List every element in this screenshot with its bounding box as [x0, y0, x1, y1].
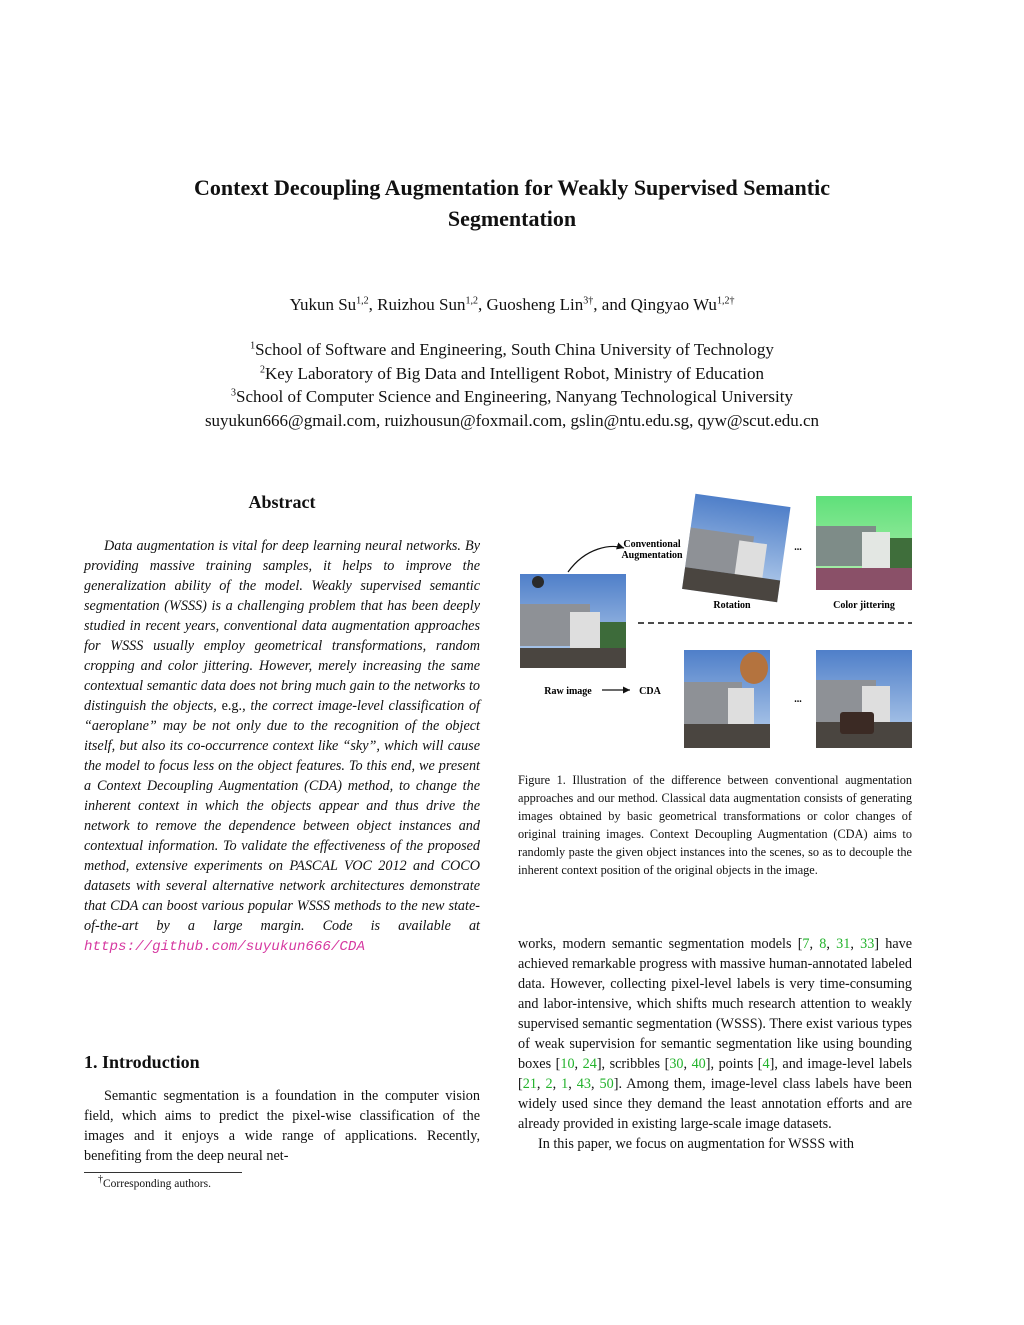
sep: ,	[552, 1076, 562, 1092]
citation-link[interactable]: 8	[819, 936, 827, 952]
body-text: ], and image-level labels [	[518, 1056, 913, 1092]
sep: ,	[809, 936, 820, 952]
author-name: Qingyao Wu	[630, 295, 717, 314]
body-text: works, modern semantic segmentation models [	[518, 936, 803, 952]
affiliation-1	[60, 338, 964, 362]
abstract-heading: Abstract	[248, 492, 316, 512]
affil-text: School of Software and Engineering, South China University of Technology	[255, 340, 774, 359]
code-link[interactable]: https://github.com/suyukun666/CDA	[84, 939, 365, 955]
author-name: Guosheng Lin	[486, 295, 584, 314]
citation-link[interactable]: 33	[860, 936, 875, 952]
color-jitter-image	[816, 496, 912, 590]
author-name: Yukun Su	[289, 295, 357, 314]
citation-link[interactable]: 4	[762, 1056, 770, 1072]
body-text: ], scribbles [	[596, 1056, 670, 1072]
sep: ,	[850, 936, 861, 952]
right-paragraph-2: In this paper, we focus on augmentation for WSSS with	[538, 1136, 854, 1152]
sep: ,	[574, 1056, 583, 1072]
citation-link[interactable]: 21	[522, 1076, 537, 1092]
title-line-2: Segmentation	[447, 206, 577, 231]
abstract-text: Data augmentation is vital for deep learning neural networks. By providing massive training samples, it helps to improve the generalization ability of the model. Weakly supervised semantic segmentation (WSSS) is a challenging problem that has been deeply studied in recent years, conventional data augmentation approaches for WSSS usually employ geometrical transformations, random cropping and color jittering. However, merely increasing the same contextual semantic data does not bring much gain to the networks to distinguish the objects,	[84, 538, 480, 714]
abstract-text: , the correct image-level classification of “aeroplane” may be not only due to the recognition of the object itself, but also its co-occurrence context like “sky”, which will cause the model to focus less on the object features. To this end, we present a Context Decoupling Augmentation (CDA) method, to change the inherent context in which the objects appear and thus drive the network to remove the dependence between object instances and contextual information. To validate the effectiveness of the proposed method, extensive experiments on PASCAL VOC 2012 and COCO datasets with several alternative network architectures demonstrate that CDA can boost various popular WSSS methods to the new state-of-the-art by a large margin. Code is available at	[84, 698, 480, 934]
abstract-eg: e.g.	[221, 698, 243, 714]
label-cda: CDA	[639, 686, 661, 697]
right-paragraph-1	[518, 934, 912, 1134]
affil-sup: 3	[231, 387, 236, 399]
arrow-conventional	[568, 547, 624, 572]
footnote-mark: †	[98, 1174, 103, 1186]
citation-link[interactable]: 10	[560, 1056, 575, 1072]
sep: ,	[826, 936, 837, 952]
label-augmentation: Augmentation	[621, 550, 683, 561]
affiliations	[60, 338, 964, 432]
affil-text: Key Laboratory of Big Data and Intelligent Robot, Ministry of Education	[264, 363, 765, 383]
author-affil-sup: 3†	[583, 295, 594, 307]
raw-image	[520, 574, 626, 668]
footnote-text: Corresponding authors.	[103, 1178, 211, 1190]
cda-image-2	[816, 650, 912, 748]
right-column-body	[518, 934, 912, 1154]
intro-paragraph: Semantic segmentation is a foundation in the computer vision field, which aims to predict the pixel-wise classification of the images and it enjoys a wide range of applications. Recently, benefiting from the deep neural net-	[84, 1088, 480, 1164]
rotation-image	[682, 494, 790, 602]
abstract-body	[84, 536, 480, 957]
figure-caption: Figure 1. Illustration of the difference between conventional augmentation approaches and our method. Classical data augmentation consists of generating images obtained by basic geometrical transformations or color changes of original training images. Context Decoupling Augmentation (CDA) aims to randomly paste the given object instances into the scenes, so as to decouple the inherent context position of the original objects in the image.	[518, 773, 912, 877]
affil-sup: 1	[250, 340, 256, 352]
author-affil-sup: 1,2†	[716, 295, 735, 307]
label-conventional: Conventional	[623, 539, 681, 550]
affiliation-3	[60, 385, 964, 409]
ellipsis-top: ...	[794, 542, 802, 553]
author-list: Yukun Su$^{1,2}$, Ruizhou Sun$^{1,2}$, Guosheng Lin$^{3\dagger}$, and Qingyao $Wu^{1,2\dagger}$	[289, 295, 735, 314]
citation-link[interactable]: 43	[576, 1076, 591, 1092]
sep: ,	[590, 1076, 600, 1092]
citation-link[interactable]: 7	[802, 936, 810, 952]
label-color-jittering: Color jittering	[833, 600, 895, 611]
citation-link[interactable]: 1	[561, 1076, 569, 1092]
cda-image-1	[684, 650, 770, 748]
intro-body	[84, 1086, 480, 1166]
paper-title	[90, 172, 934, 234]
affiliation-2	[60, 362, 964, 386]
body-text: ]. Among them, image-level class labels have been widely used since they demand the least annotation efforts and are already provided in existing large-scale image datasets.	[518, 1076, 912, 1132]
label-raw-image: Raw image	[544, 686, 592, 697]
author-emails: suyukun666@gmail.com, ruizhousun@foxmail.com, gslin@ntu.edu.sg, qyw@scut.edu.cn	[204, 410, 820, 430]
label-rotation: Rotation	[713, 600, 751, 611]
author-name: Ruizhou Sun	[377, 295, 466, 314]
author-affil-sup: 1,2	[356, 295, 369, 307]
footnote-rule	[84, 1172, 242, 1173]
footnote	[98, 1174, 211, 1190]
affil-text: School of Computer Science and Engineering, Nanyang Technological University	[236, 387, 793, 406]
sep: ,	[536, 1076, 546, 1092]
body-text: ] have achieved remarkable progress with massive human-annotated labeled data. However, collecting pixel-level labels is very time-consuming and labor-intensive, which shifts much research attention to weakly supervised semantic segmentation (WSSS). There exist various types of weak supervision for semantic segmentation like using bounding boxes [	[518, 936, 913, 1072]
intro-heading: 1. Introduction	[84, 1052, 200, 1072]
citation-link[interactable]: 31	[836, 936, 851, 952]
abstract-paragraph	[84, 536, 480, 957]
citation-link[interactable]: 24	[582, 1056, 597, 1072]
title-line-1: Context Decoupling Augmentation for Weakly Supervised Semantic	[194, 175, 830, 200]
author-affil-sup: 1,2	[465, 295, 478, 307]
citation-link[interactable]: 40	[691, 1056, 706, 1072]
sep: ,	[568, 1076, 577, 1092]
figure-1	[516, 492, 916, 752]
affil-sup: 2	[259, 363, 265, 375]
sep: ,	[683, 1056, 692, 1072]
citation-link[interactable]: 50	[599, 1076, 614, 1092]
citation-link[interactable]: 2	[545, 1076, 553, 1092]
body-text: ], points [	[705, 1056, 763, 1072]
ellipsis-bottom: ...	[794, 694, 802, 705]
citation-link[interactable]: 30	[669, 1056, 684, 1072]
